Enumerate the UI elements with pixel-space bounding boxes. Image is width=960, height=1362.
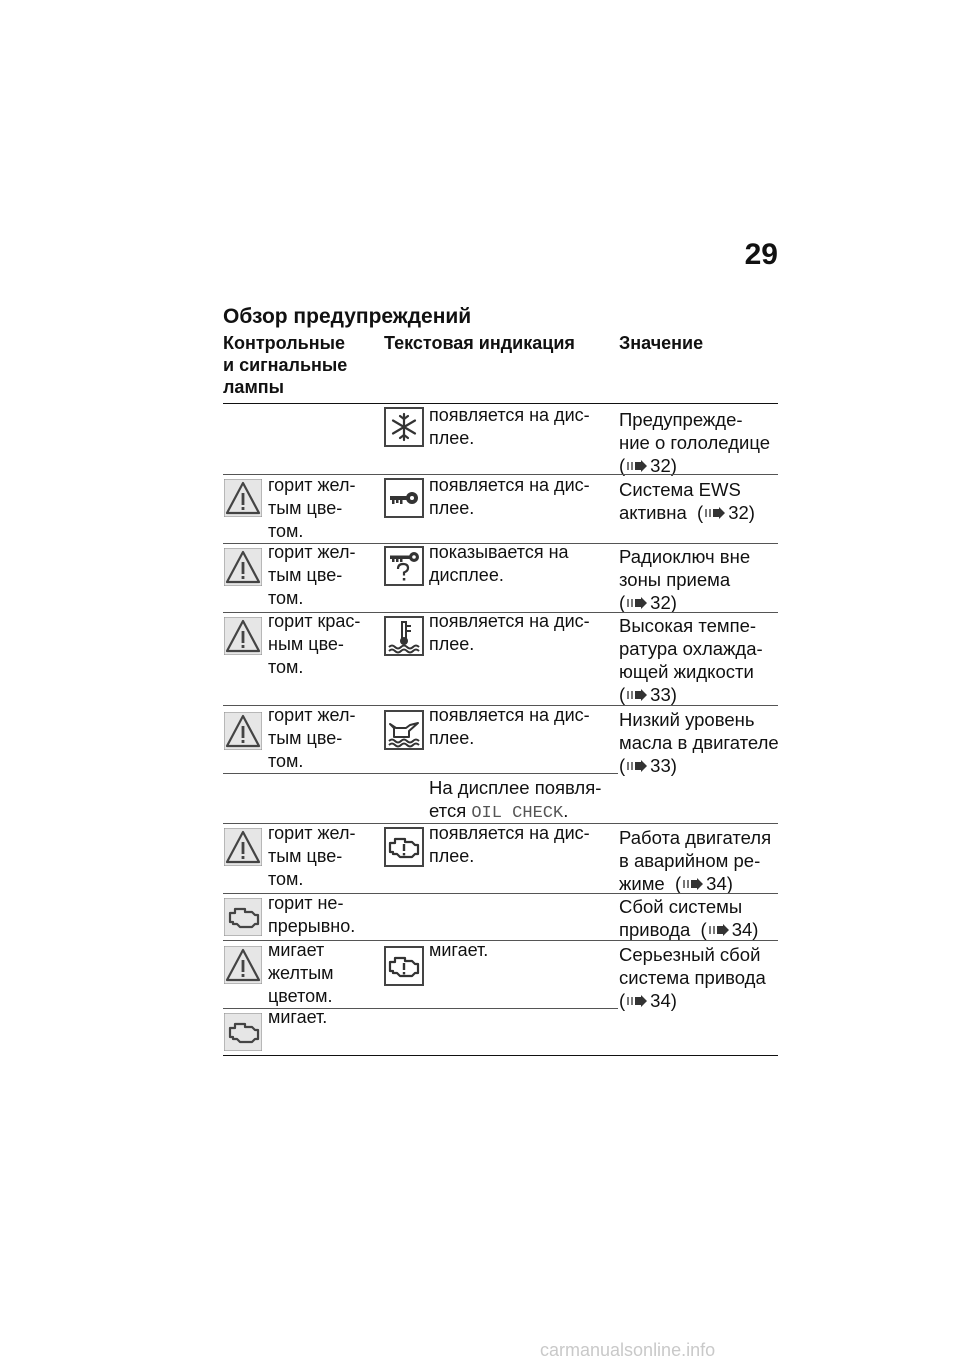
header-display-text: Текстовая индикация [384, 333, 575, 353]
lamp-text: горит жел- тым цве- том. [268, 542, 356, 608]
lamp-text: горит жел- тым цве- том. [268, 823, 356, 889]
warning-triangle-icon [224, 617, 262, 655]
display-text: появляется на дис- плее. [429, 823, 590, 866]
lamp-text: мигает. [268, 1007, 328, 1027]
meaning-text: Предупрежде- ние о гололедице ( 32) [619, 409, 770, 476]
page-reference-arrow-icon [627, 459, 647, 473]
warning-triangle-icon [224, 548, 262, 586]
meaning-text: Радиоключ вне зоны приема ( 32) [619, 546, 751, 613]
page-reference-arrow-icon [627, 688, 647, 702]
oil-can-icon [384, 710, 424, 750]
warning-triangle-icon [224, 479, 262, 517]
row-divider [223, 773, 618, 774]
key-question-icon [384, 546, 424, 586]
meaning-text: Работа двигателя в аварийном ре- жиме ( 34) [619, 827, 772, 894]
engine-lamp-icon [224, 898, 262, 936]
page-reference-arrow-icon [627, 759, 647, 773]
page-number: 29 [744, 238, 778, 271]
header-meaning: Значение [619, 333, 704, 353]
display-text: появляется на дис- плее. [429, 405, 590, 448]
key-icon [384, 478, 424, 518]
engine-icon [384, 946, 424, 986]
lamp-text: горит не- прерывно. [268, 893, 356, 936]
oil-check-code: OIL CHECK [471, 804, 564, 823]
warning-triangle-icon [224, 946, 262, 984]
page-reference-arrow-icon [627, 994, 647, 1008]
snowflake-icon [384, 407, 424, 447]
display-text: появляется на дис- плее. [429, 475, 590, 518]
display-text-oil-check: На дисплее появля- ется OIL CHECK. [429, 777, 602, 823]
lamp-text: горит крас- ным цве- том. [268, 611, 361, 677]
meaning-text: Сбой системы привода ( 34) [619, 896, 759, 940]
page-reference-arrow-icon [627, 596, 647, 610]
lamp-text: горит жел- тым цве- том. [268, 705, 356, 771]
warning-triangle-icon [224, 712, 262, 750]
header-lamps: Контрольные и сигнальные лампы [223, 333, 348, 397]
watermark: carmanualsonline.info [540, 1340, 716, 1360]
section-title: Обзор предупреждений [223, 305, 472, 328]
warning-triangle-icon [224, 828, 262, 866]
coolant-temperature-icon [384, 616, 424, 656]
table-bottom-rule [223, 1055, 778, 1056]
page-reference-arrow-icon [683, 877, 703, 891]
meaning-text: Низкий уровень масла в двигателе ( 33) [619, 709, 779, 776]
display-text: появляется на дис- плее. [429, 611, 590, 654]
engine-lamp-icon [224, 1013, 262, 1051]
meaning-text: Высокая темпе- ратура охлажда- ющей жидкости ( 33) [619, 615, 763, 705]
display-text: мигает. [429, 940, 489, 960]
lamp-text: горит жел- тым цве- том. [268, 475, 356, 541]
display-text: появляется на дис- плее. [429, 705, 590, 748]
engine-icon [384, 827, 424, 867]
meaning-text: Серьезный сбой система привода ( 34) [619, 944, 766, 1011]
page-reference-arrow-icon [705, 506, 725, 520]
lamp-text: мигает желтым цветом. [268, 940, 334, 1006]
page-reference-arrow-icon [709, 923, 729, 937]
display-text: показывается на дисплее. [429, 542, 569, 585]
meaning-text: Система EWS активна ( 32) [619, 479, 755, 523]
